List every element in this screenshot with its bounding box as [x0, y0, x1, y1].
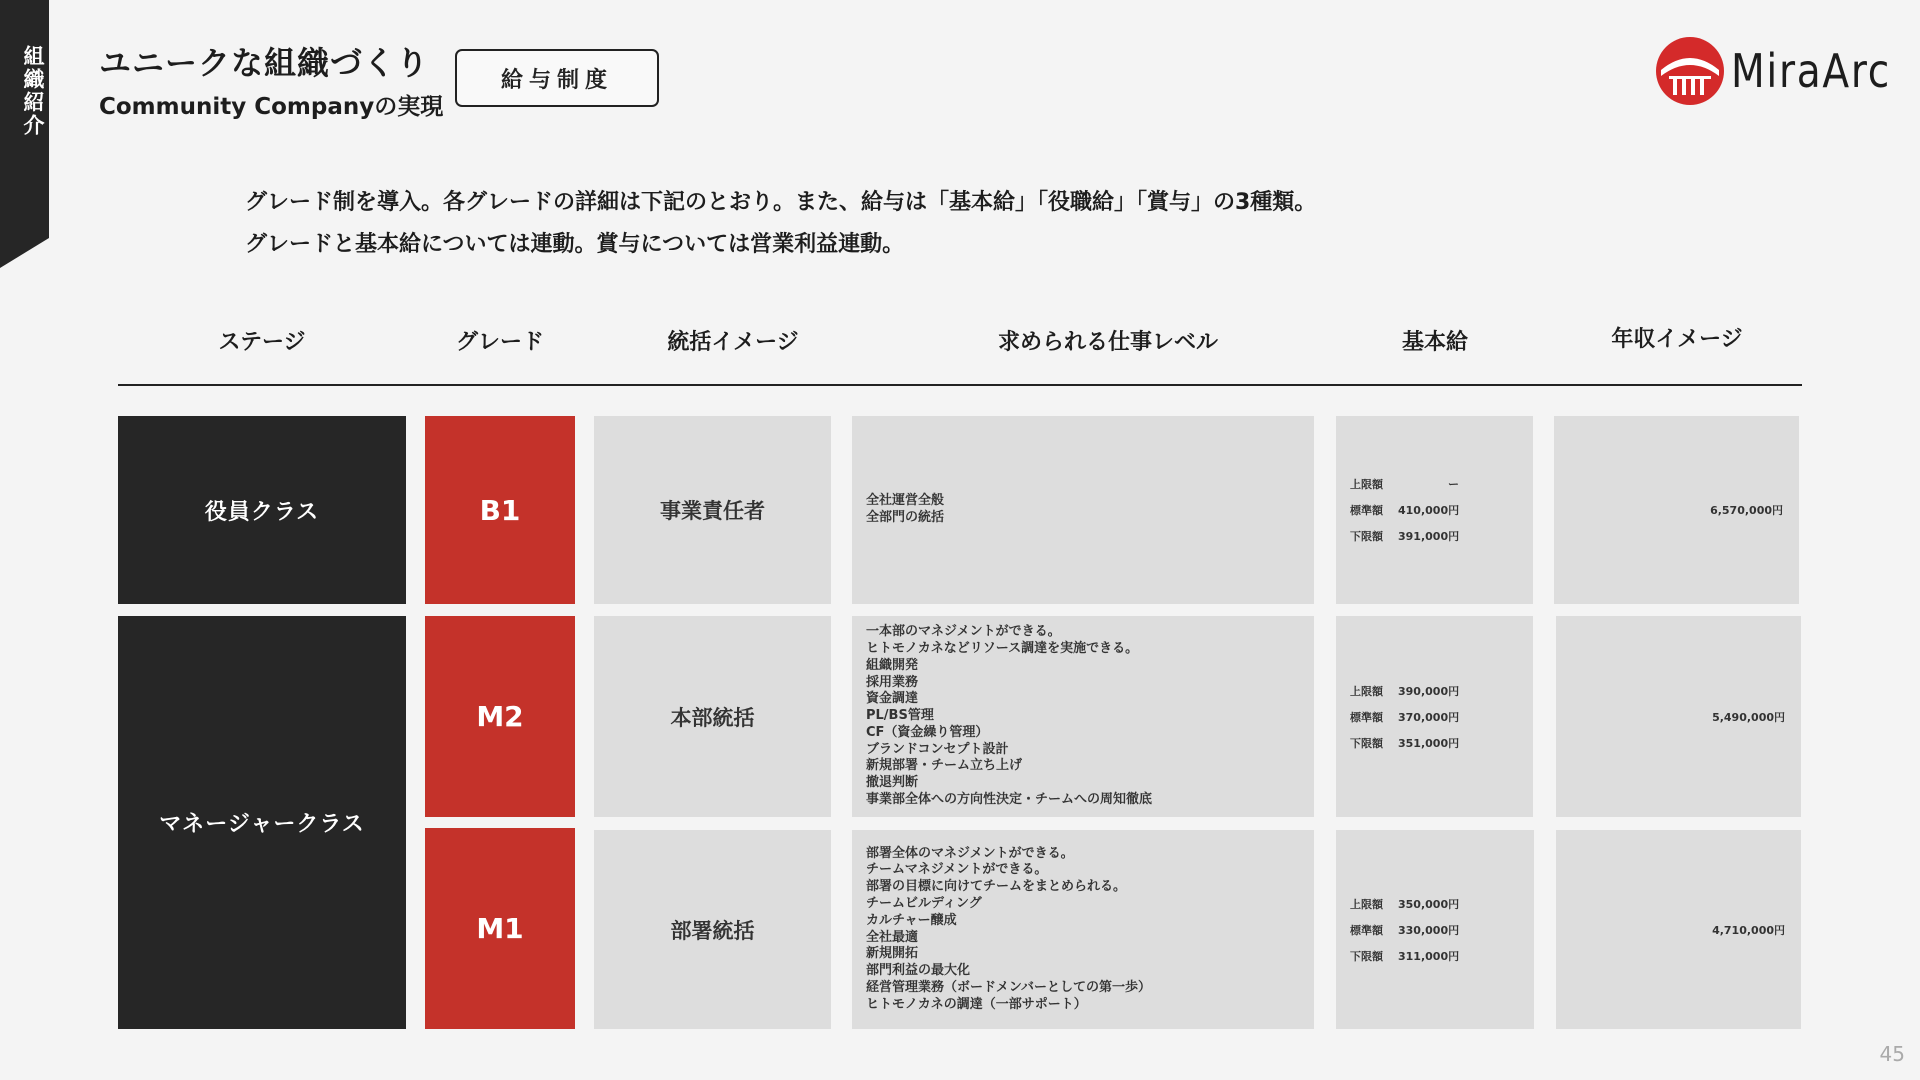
page-number: 45	[1879, 1042, 1905, 1066]
work-line: 撤退判断	[866, 775, 919, 791]
grade-b1: B1	[425, 416, 575, 604]
salary-value: 410,000円	[1398, 504, 1460, 517]
salary-row	[1350, 730, 1533, 756]
intro-line-1: グレード制を導入。各グレードの詳細は下記のとおり。また、給与は「基本給」「役職給」「賞与」の3種類。	[245, 190, 1317, 215]
salary-value: 311,000円	[1398, 949, 1460, 963]
grade-m2: M2	[425, 616, 575, 817]
work-line: 全社最適	[866, 929, 919, 945]
work-line: ブランドコンセプト設計	[866, 741, 1009, 757]
work-line: 経営管理業務（ボードメンバーとしての第一歩）	[866, 979, 1151, 995]
work-line: 部署全体のマネジメントができる。	[866, 845, 1074, 861]
col-header-grade: グレード	[455, 330, 544, 355]
work-line: 新規部署・チーム立ち上げ	[866, 758, 1023, 774]
work-line: 全部門の統括	[866, 510, 945, 525]
work-line: 部門利益の最大化	[866, 963, 971, 979]
annual-m1: 4,710,000円	[1556, 830, 1801, 1029]
work-line: チームマネジメントができる。	[866, 862, 1048, 878]
section-tag: 給与制度	[455, 49, 659, 107]
salary-label: 下限額	[1350, 530, 1383, 543]
company-logo	[1655, 36, 1919, 106]
salary-row	[1350, 917, 1534, 943]
intro-text	[245, 182, 1316, 266]
stage-executive: 役員クラス	[118, 416, 406, 604]
sidebar-tab-corner	[0, 238, 49, 268]
work-m2	[852, 616, 1314, 817]
salary-label: 上限額	[1350, 478, 1383, 491]
work-line: PL/BS管理	[866, 708, 934, 724]
salary-row	[1350, 943, 1534, 969]
salary-label: 標準額	[1350, 710, 1383, 724]
page-subtitle: Community Companyの実現	[99, 94, 444, 120]
image-b1: 事業責任者	[594, 416, 831, 604]
salary-label: 上限額	[1350, 684, 1383, 698]
intro-line-2: グレードと基本給については連動。賞与については営業利益連動。	[245, 232, 905, 257]
work-line: 部署の目標に向けてチームをまとめられる。	[866, 879, 1127, 895]
base-salary-m2	[1336, 616, 1533, 817]
work-m1	[852, 830, 1314, 1029]
work-line: 事業部全体への方向性決定・チームへの周知徹底	[866, 792, 1153, 808]
salary-row	[1350, 497, 1533, 523]
salary-row	[1350, 678, 1533, 704]
col-header-base: 基本給	[1401, 330, 1468, 355]
salary-row	[1350, 523, 1533, 549]
work-line: チームビルディング	[866, 895, 982, 911]
sidebar-label: 組織紹介	[21, 45, 45, 137]
header-divider	[118, 384, 1802, 386]
salary-row	[1350, 891, 1534, 917]
col-header-work: 求められる仕事レベル	[997, 330, 1218, 355]
work-line: 全社運営全般	[866, 493, 945, 509]
work-line: カルチャー醸成	[866, 912, 957, 928]
work-line: 組織開発	[866, 657, 919, 673]
salary-row	[1350, 471, 1533, 497]
work-line: 一本部のマネジメントができる。	[866, 624, 1061, 640]
salary-row	[1350, 704, 1533, 730]
salary-label: 上限額	[1350, 897, 1383, 911]
salary-value: 351,000円	[1398, 736, 1460, 750]
salary-value: 330,000円	[1398, 923, 1460, 937]
salary-value: 390,000円	[1398, 684, 1460, 698]
work-line: 新規開拓	[866, 946, 919, 962]
work-line: ヒトモノカネなどリソース調達を実施できる。	[866, 640, 1139, 656]
stage-manager: マネージャークラス	[118, 616, 406, 1029]
salary-value: 391,000円	[1398, 530, 1460, 543]
image-m2: 本部統括	[594, 616, 831, 817]
work-line: 資金調達	[866, 691, 919, 707]
salary-label: 下限額	[1350, 949, 1383, 963]
work-line: ヒトモノカネの調達（一部サポート）	[866, 996, 1087, 1012]
annual-m2: 5,490,000円	[1556, 616, 1801, 817]
salary-label: 標準額	[1350, 504, 1383, 517]
annual-b1: 6,570,000円	[1554, 416, 1799, 604]
page-title: ユニークな組織づくり	[99, 44, 430, 82]
col-header-annual: 年収イメージ	[1611, 327, 1743, 352]
logo-text: MiraArc	[1731, 44, 1891, 98]
salary-value: 350,000円	[1398, 897, 1460, 911]
salary-label: 下限額	[1350, 736, 1383, 750]
grade-m1: M1	[425, 828, 575, 1029]
work-line: CF（資金繰り管理）	[866, 724, 989, 740]
work-line: 採用業務	[866, 674, 919, 690]
salary-value: ー	[1448, 478, 1459, 491]
logo-mark-icon	[1655, 36, 1725, 106]
image-m1: 部署統括	[594, 830, 831, 1029]
work-b1	[852, 416, 1314, 604]
salary-value: 370,000円	[1398, 710, 1460, 724]
col-header-image: 統括イメージ	[667, 330, 799, 355]
base-salary-m1	[1336, 830, 1534, 1029]
base-salary-b1	[1336, 416, 1533, 604]
col-header-stage: ステージ	[218, 330, 306, 355]
salary-label: 標準額	[1350, 923, 1383, 937]
